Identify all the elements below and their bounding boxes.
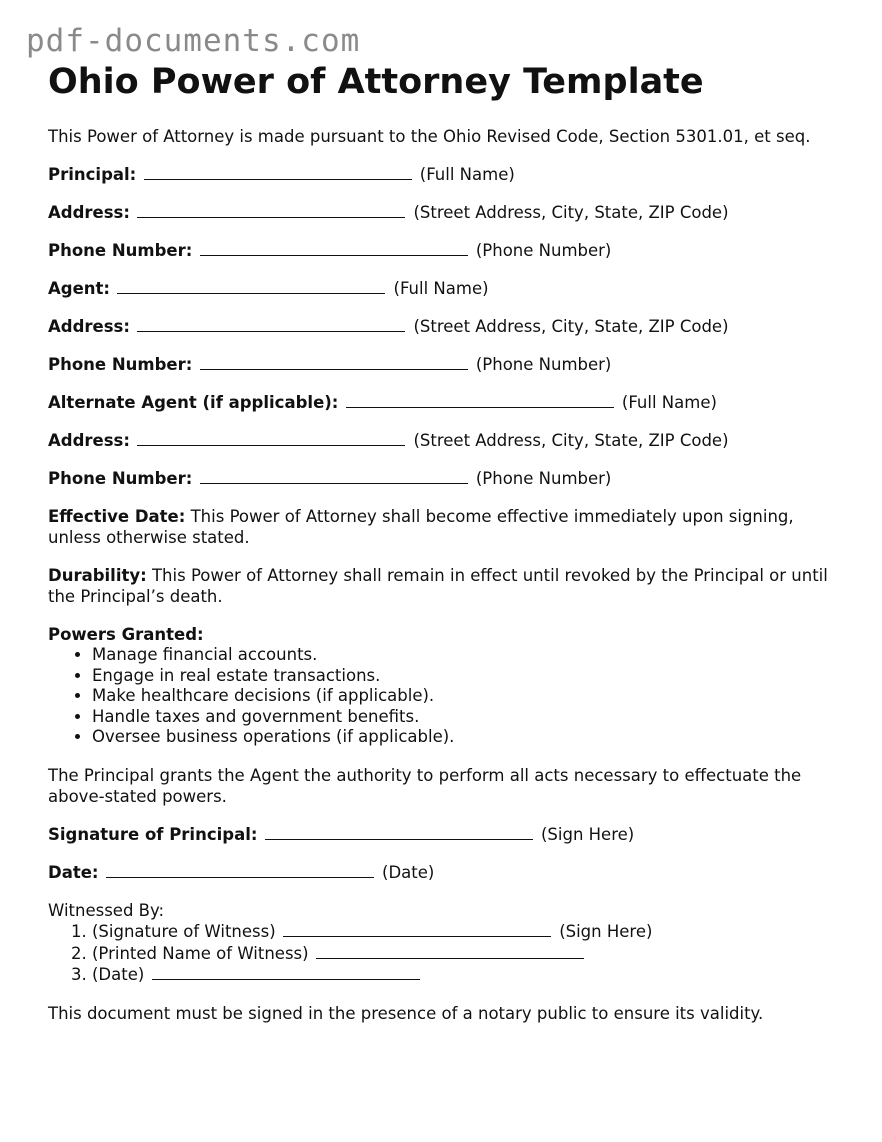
agent-address-blank[interactable] bbox=[137, 316, 405, 332]
alternate-agent-name-blank[interactable] bbox=[346, 392, 614, 408]
agent-name-field bbox=[48, 278, 848, 299]
field-hint: (Street Address, City, State, ZIP Code) bbox=[413, 203, 729, 222]
principal-phone-blank[interactable] bbox=[200, 240, 468, 256]
witness-printed-name-blank[interactable] bbox=[316, 943, 584, 959]
grant-paragraph: The Principal grants the Agent the authority to perform all acts necessary to effectuate the above-stated powers. bbox=[48, 765, 802, 806]
witnessed-by-label: Witnessed By: bbox=[48, 900, 165, 920]
notary-paragraph: This document must be signed in the presence of a notary public to ensure its validity. bbox=[48, 1003, 764, 1023]
list-item: • Handle taxes and government benefits. bbox=[92, 707, 848, 728]
field-hint: (Phone Number) bbox=[475, 241, 612, 260]
alternate-agent-address-field bbox=[48, 430, 848, 451]
durability-paragraph bbox=[48, 565, 848, 607]
field-hint: (Phone Number) bbox=[475, 469, 612, 488]
page-title: Ohio Power of Attorney Template bbox=[48, 62, 704, 102]
witness-date-blank[interactable] bbox=[152, 964, 420, 980]
list-item: • Manage financial accounts. bbox=[92, 645, 848, 666]
field-hint: (Full Name) bbox=[393, 279, 489, 298]
witness-list bbox=[48, 921, 848, 986]
witness-signature-blank[interactable] bbox=[283, 921, 551, 937]
field-hint: (Full Name) bbox=[419, 165, 515, 184]
agent-address-field bbox=[48, 316, 848, 337]
principal-phone-field bbox=[48, 240, 848, 261]
effective-date-label: Effective Date: bbox=[48, 507, 186, 526]
principal-address-field bbox=[48, 202, 848, 223]
field-hint: (Street Address, City, State, ZIP Code) bbox=[413, 317, 729, 336]
field-hint: (Sign Here) bbox=[540, 824, 635, 844]
durability-text: This Power of Attorney shall remain in effect until revoked by the Principal or until the Principal’s death. bbox=[48, 566, 828, 606]
alternate-agent-name-field bbox=[48, 392, 848, 413]
field-hint: (Date) bbox=[382, 862, 435, 882]
alternate-agent-phone-blank[interactable] bbox=[200, 468, 468, 484]
field-hint: (Full Name) bbox=[621, 393, 717, 412]
effective-date-paragraph bbox=[48, 506, 848, 548]
field-label: Agent: bbox=[48, 279, 111, 298]
signing-date-blank[interactable] bbox=[106, 862, 374, 878]
field-label: Address: bbox=[48, 203, 130, 222]
principal-signature-field bbox=[48, 824, 848, 845]
field-hint: (Phone Number) bbox=[475, 355, 612, 374]
powers-heading: Powers Granted: bbox=[48, 625, 204, 644]
intro-paragraph: This Power of Attorney is made pursuant to the Ohio Revised Code, Section 5301.01, et seq. bbox=[48, 127, 811, 146]
field-label: Signature of Principal: bbox=[48, 824, 258, 844]
field-label: Phone Number: bbox=[48, 241, 193, 260]
agent-phone-blank[interactable] bbox=[200, 354, 468, 370]
signing-date-field bbox=[48, 862, 848, 883]
principal-name-field bbox=[48, 164, 848, 185]
list-item: • Engage in real estate transactions. bbox=[92, 666, 848, 687]
field-label: Date: bbox=[48, 862, 99, 882]
list-item: • Oversee business operations (if applicable). bbox=[92, 727, 848, 748]
field-label: Phone Number: bbox=[48, 469, 193, 488]
powers-list bbox=[48, 645, 848, 748]
witness-signature-item: 1. (Signature of Witness) (Sign Here) bbox=[92, 921, 848, 943]
principal-address-blank[interactable] bbox=[137, 202, 405, 218]
effective-date-text: This Power of Attorney shall become effective immediately upon signing, unless otherwise stated. bbox=[48, 507, 794, 547]
field-label: Address: bbox=[48, 431, 130, 450]
field-label: Alternate Agent (if applicable): bbox=[48, 393, 339, 412]
durability-label: Durability: bbox=[48, 566, 147, 585]
alternate-agent-address-blank[interactable] bbox=[137, 430, 405, 446]
witness-date-item: 3. (Date) bbox=[92, 964, 848, 986]
field-label: Principal: bbox=[48, 165, 137, 184]
alternate-agent-phone-field bbox=[48, 468, 848, 489]
field-label: Phone Number: bbox=[48, 355, 193, 374]
field-label: Address: bbox=[48, 317, 130, 336]
field-hint: (Street Address, City, State, ZIP Code) bbox=[413, 431, 729, 450]
list-item: • Make healthcare decisions (if applicable). bbox=[92, 686, 848, 707]
watermark: pdf-documents.com bbox=[26, 23, 361, 59]
document-page bbox=[48, 60, 848, 1024]
agent-phone-field bbox=[48, 354, 848, 375]
witness-printed-name-item: 2. (Printed Name of Witness) bbox=[92, 943, 848, 965]
principal-name-blank[interactable] bbox=[144, 164, 412, 180]
principal-signature-blank[interactable] bbox=[265, 824, 533, 840]
agent-name-blank[interactable] bbox=[117, 278, 385, 294]
